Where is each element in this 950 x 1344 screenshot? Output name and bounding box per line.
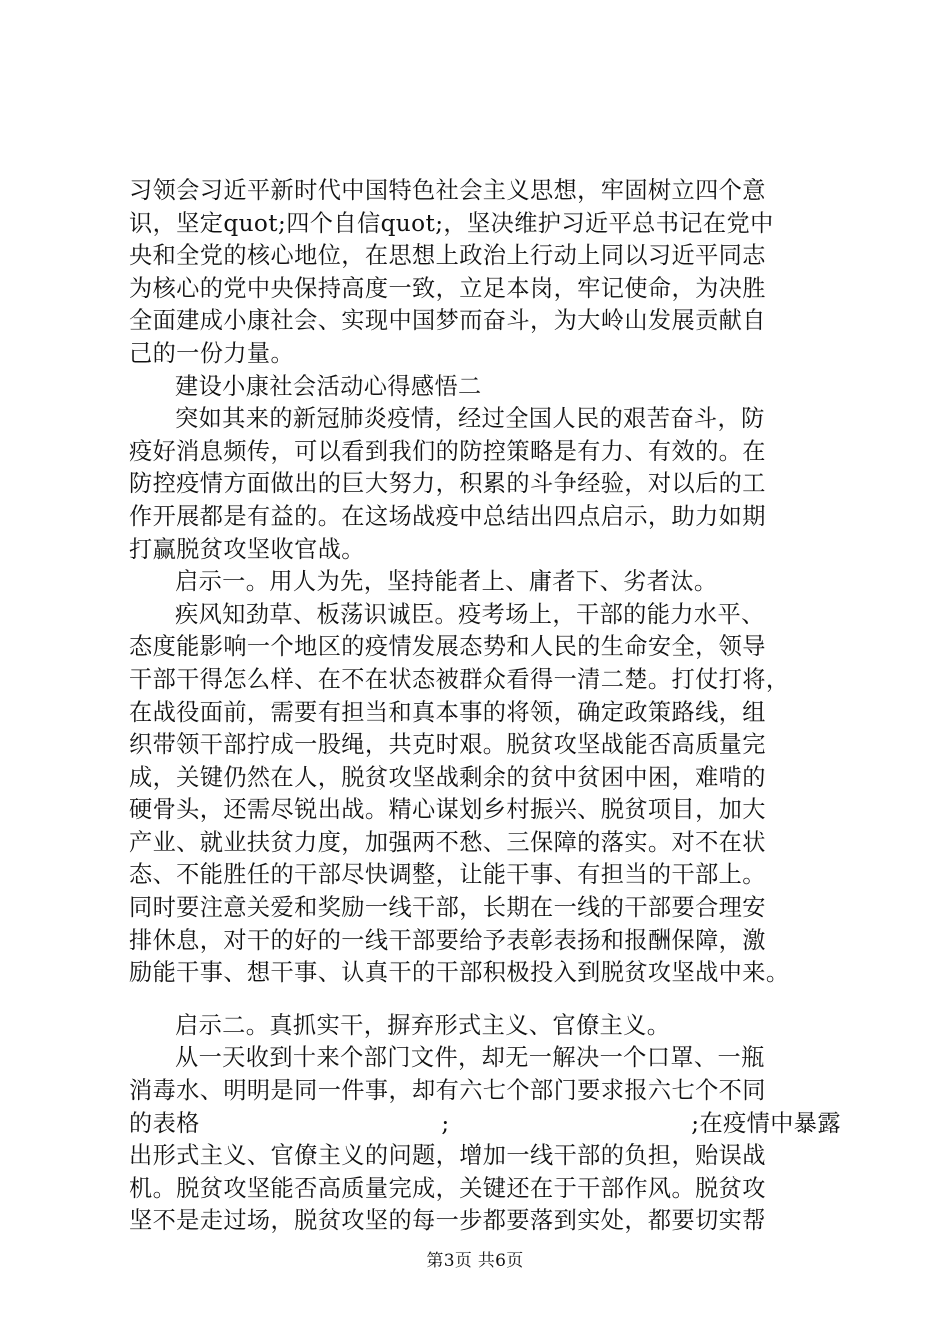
- split-text-line: [129, 1108, 841, 1141]
- text-line: 态、不能胜任的干部尽快调整，让能干事、有担当的干部上。: [129, 861, 766, 889]
- section-heading: 建设小康社会活动心得感悟二: [175, 372, 482, 400]
- text-line: 励能干事、想干事、认真干的干部积极投入到脱贫攻坚战中来。: [129, 959, 790, 987]
- text-line: 疫好消息频传，可以看到我们的防控策略是有力、有效的。在: [129, 437, 766, 465]
- text-line: 打赢脱贫攻坚收官战。: [129, 535, 365, 563]
- split-text-part: ;在疫情中暴露: [691, 1109, 841, 1137]
- text-line: 出形式主义、官僚主义的问题，增加一线干部的负担，贻误战: [129, 1142, 766, 1170]
- text-line: 消毒水、明明是同一件事，却有六七个部门要求报六七个不同: [129, 1077, 766, 1105]
- text-line: 排休息，对干的好的一线干部要给予表彰表扬和报酬保障，激: [129, 926, 766, 954]
- text-line: 织带领干部拧成一股绳，共克时艰。脱贫攻坚战能否高质量完: [129, 731, 766, 759]
- text-line: 识，坚定quot;四个自信quot;，坚决维护习近平总书记在党中: [129, 209, 774, 237]
- text-line: 在战役面前，需要有担当和真本事的将领，确定政策路线，组: [129, 698, 766, 726]
- text-line: 全面建成小康社会、实现中国梦而奋斗，为大岭山发展贡献自: [129, 307, 766, 335]
- text-line: 态度能影响一个地区的疫情发展态势和人民的生命安全，领导: [129, 633, 766, 661]
- text-line: 干部干得怎么样、在不在状态被群众看得一清二楚。打仗打将，: [129, 665, 790, 693]
- text-line: 同时要注意关爱和奖励一线干部，长期在一线的干部要合理安: [129, 894, 766, 922]
- text-line: 防控疫情方面做出的巨大努力，积累的斗争经验，对以后的工: [129, 470, 766, 498]
- text-line: 硬骨头，还需尽锐出战。精心谋划乡村振兴、脱贫项目，加大: [129, 796, 766, 824]
- text-line: 己的一份力量。: [129, 339, 295, 367]
- text-line: 从一天收到十来个部门文件，却无一解决一个口罩、一瓶: [175, 1044, 765, 1072]
- text-line: 央和全党的核心地位，在思想上政治上行动上同以习近平同志: [129, 242, 766, 270]
- insight-heading: 启示一。用人为先，坚持能者上、庸者下、劣者汰。: [175, 568, 718, 596]
- text-line: 疾风知劲草、板荡识诚臣。疫考场上，干部的能力水平、: [175, 600, 765, 628]
- text-line: 为核心的党中央保持高度一致，立足本岗，牢记使命，为决胜: [129, 274, 766, 302]
- insight-heading: 启示二。真抓实干，摒弃形式主义、官僚主义。: [175, 1011, 671, 1039]
- text-line: 坚不是走过场，脱贫攻坚的每一步都要落到实处，都要切实帮: [129, 1207, 766, 1235]
- text-line: 突如其来的新冠肺炎疫情，经过全国人民的艰苦奋斗，防: [175, 405, 765, 433]
- page-footer: [0, 1246, 950, 1271]
- text-line: 作开展都是有益的。在这场战疫中总结出四点启示，助力如期: [129, 502, 766, 530]
- text-line: 产业、就业扶贫力度，加强两不愁、三保障的落实。对不在状: [129, 828, 766, 856]
- split-text-part: 的表格: [129, 1109, 200, 1137]
- body-text: [129, 175, 841, 1238]
- text-line: 成，关键仍然在人，脱贫攻坚战剩余的贫中贫困中困，难啃的: [129, 763, 766, 791]
- page-number: 第3页 共6页: [426, 1251, 524, 1271]
- text-line: 机。脱贫攻坚能否高质量完成，关键还在于干部作风。脱贫攻: [129, 1174, 766, 1202]
- text-line: 习领会习近平新时代中国特色社会主义思想，牢固树立四个意: [129, 177, 766, 204]
- split-text-part: ;: [441, 1109, 450, 1137]
